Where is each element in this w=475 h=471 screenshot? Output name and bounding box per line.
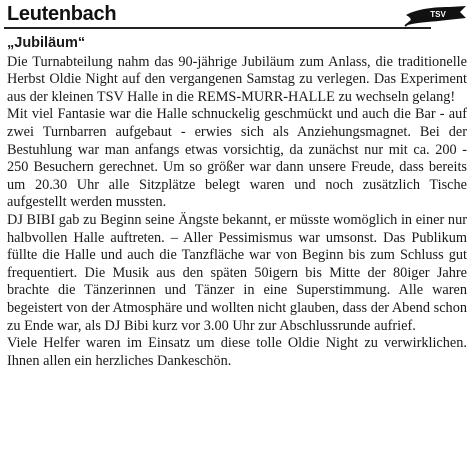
- paragraph-dj: DJ BIBI gab zu Beginn seine Ängste bekannt, er müsste womöglich in einer nur halbvollen Halle auftreten. – Aller Pessimismus war umsonst. Das Publikum füllte die Halle und auch die Tanzfläche war von Beginn bis zum Schluss gut frequentiert. Die Musik aus den späten 50igern bis Mitte der 80iger Jahre brachte die Tänzerinnen und Tänzer in eine Superstimmung. Alle waren begeistert von der Atmosphäre und wollten nicht glauben, dass der Abend schon zu Ende war, als DJ Bibi kurz vor 3.00 Uhr zur Abschlussrunde aufrief.: [7, 211, 467, 334]
- article-headline: „Jubiläum“: [7, 35, 86, 51]
- paragraph-thanks: Viele Helfer waren im Einsatz um diese tolle Oldie Night zu verwirklichen. Ihnen allen ein herzliches Dankeschön.: [7, 335, 467, 369]
- section-title: Leutenbach: [7, 3, 117, 25]
- section-header: [0, 0, 475, 30]
- paragraph-decoration: Mit viel Fantasie war die Halle schnuckelig geschmückt und auch die Bar - auf zwei Turnbarren aufgebaut - erwies sich als Anziehungsmagnet. Bei der Bestuhlung war man anfangs etwas vorsichtig, da zunächst nur mit ca. 200 - 250 Besuchern gerechnet. Um so größer war dann unsere Freude, dass bereits um 20.30 Uhr alle Sitzplätze belegt waren und noch zusätzlich Tische aufgestellt werden mussten.: [7, 106, 467, 211]
- logo-text: TSV: [430, 10, 446, 19]
- paragraph-intro: Die Turnabteilung nahm das 90-jährige Jubiläum zum Anlass, die traditionelle Herbst Oldie Night auf den vergangenen Samstag zu verlegen. Das Experiment aus der kleinen TSV Halle in die REMS-MURR-HALLE zu wechseln gelang!: [7, 53, 467, 105]
- tsv-pennant-logo-icon: [403, 4, 469, 28]
- article: [7, 35, 467, 370]
- header-rule: [4, 27, 431, 29]
